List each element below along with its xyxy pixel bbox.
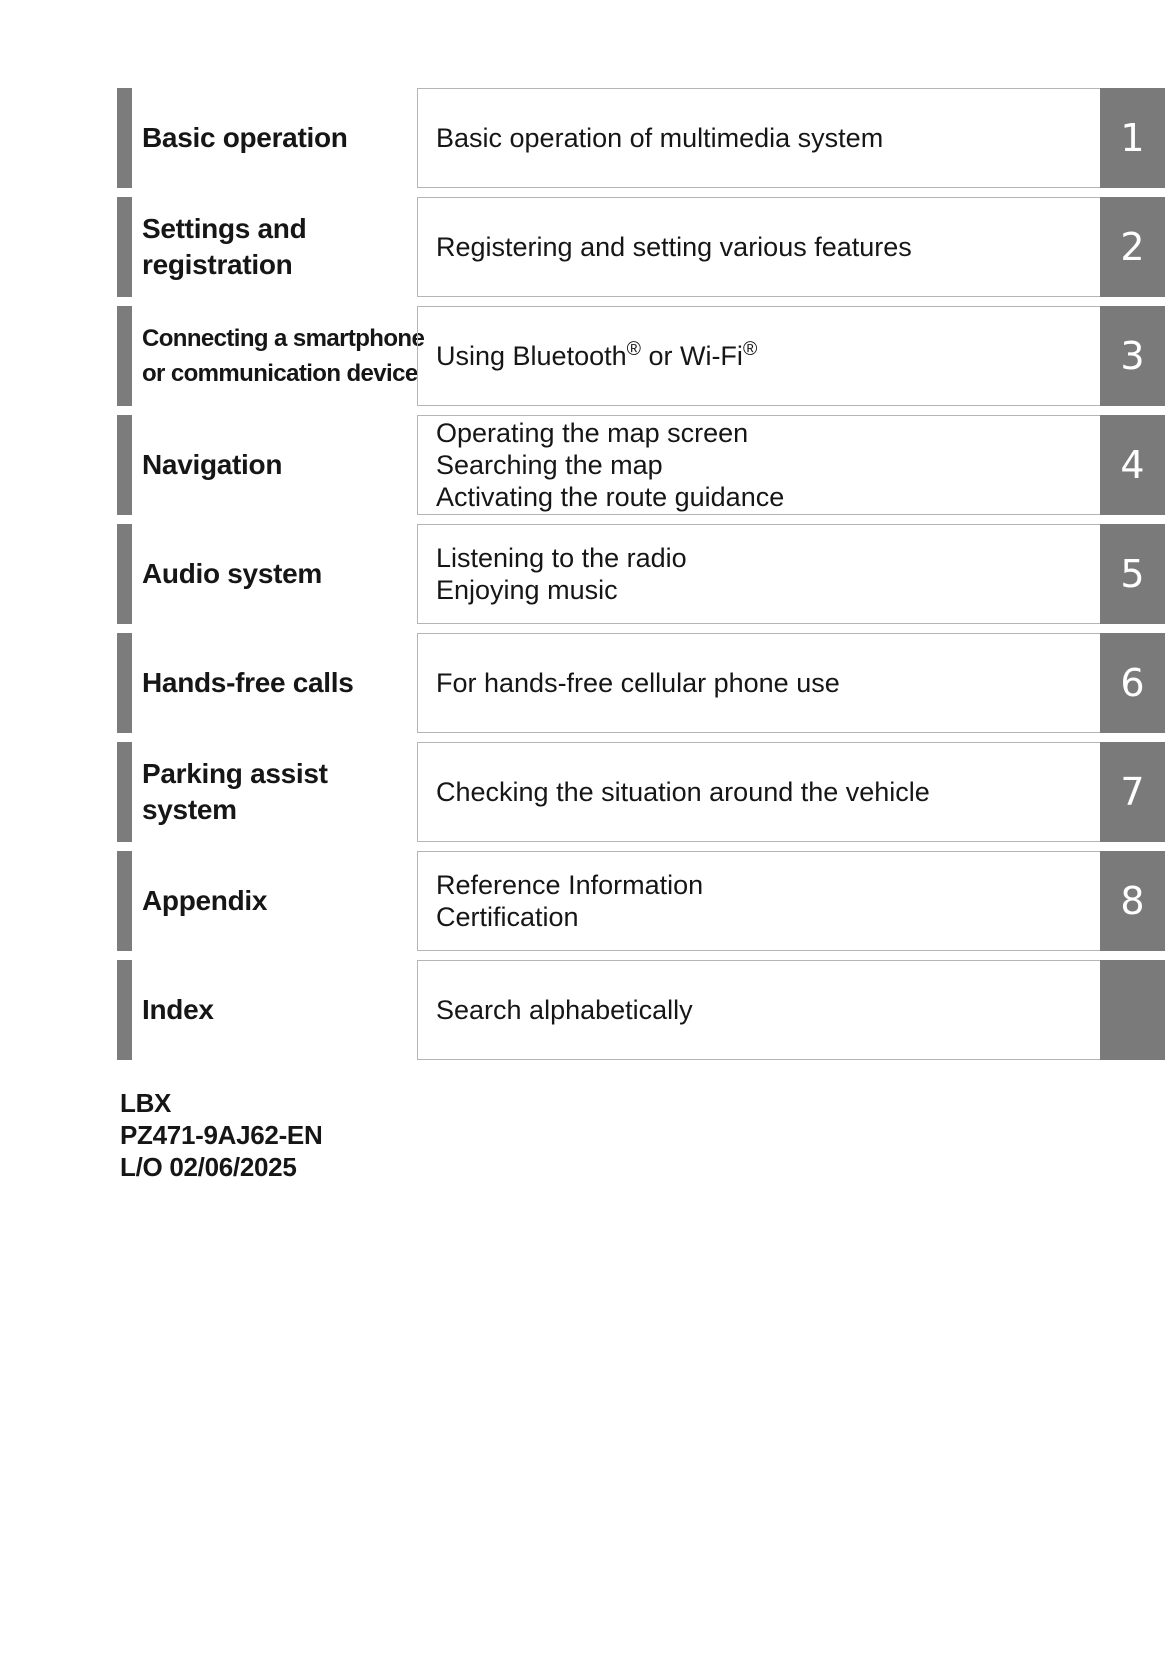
section-description-box xyxy=(417,742,1101,842)
chapter-tab-3: 3 xyxy=(1100,306,1165,406)
section-description-box xyxy=(417,415,1101,515)
section-description-box xyxy=(417,524,1101,624)
registered-trademark-symbol: ® xyxy=(742,338,758,360)
chapter-tab-4: 4 xyxy=(1100,415,1165,515)
section-description-box xyxy=(417,633,1101,733)
page-footer xyxy=(120,1087,322,1183)
section-description-box xyxy=(417,88,1101,188)
chapter-tab-7: 7 xyxy=(1100,742,1165,842)
section-title-line: system xyxy=(142,794,237,825)
section-title-line: registration xyxy=(142,249,293,280)
chapter-tab-6: 6 xyxy=(1100,633,1165,733)
section-title-line: Hands-free calls xyxy=(142,667,354,698)
section-title xyxy=(142,960,414,1060)
description-line: Operating the map screen xyxy=(436,418,749,448)
description-line: Enjoying music xyxy=(436,575,618,605)
toc-row-2 xyxy=(0,197,1165,297)
footer-model: LBX xyxy=(120,1088,172,1118)
section-title xyxy=(142,197,414,297)
chapter-tab-8: 8 xyxy=(1100,851,1165,951)
toc-row-8 xyxy=(0,851,1165,951)
section-title xyxy=(142,633,414,733)
chapter-tab xyxy=(1100,960,1165,1060)
section-title xyxy=(142,415,414,515)
section-bar xyxy=(117,197,132,297)
section-title xyxy=(142,742,414,842)
section-title xyxy=(142,88,414,188)
section-description-box xyxy=(417,851,1101,951)
section-title-line: or communication device xyxy=(142,360,418,387)
description-line: Checking the situation around the vehicle xyxy=(436,777,930,807)
toc-row-6 xyxy=(0,633,1165,733)
toc-row-7 xyxy=(0,742,1165,842)
toc-row-9 xyxy=(0,960,1165,1060)
section-title-line: Index xyxy=(142,994,214,1025)
footer-layout-date: L/O 02/06/2025 xyxy=(120,1152,297,1182)
registered-trademark-symbol: ® xyxy=(626,338,641,360)
table-of-contents xyxy=(0,88,1165,1069)
section-title-line: Appendix xyxy=(142,885,268,916)
section-bar xyxy=(117,633,132,733)
section-bar xyxy=(117,306,132,406)
section-title xyxy=(142,524,414,624)
section-bar xyxy=(117,960,132,1060)
description-line: Searching the map xyxy=(436,450,663,480)
toc-row-3 xyxy=(0,306,1165,406)
footer-part-number: PZ471-9AJ62-EN xyxy=(120,1120,323,1150)
section-description-box xyxy=(417,306,1101,406)
section-title xyxy=(142,306,425,406)
section-title-line: Navigation xyxy=(142,449,283,480)
section-bar xyxy=(117,524,132,624)
chapter-tab-5: 5 xyxy=(1100,524,1165,624)
section-title xyxy=(142,851,414,951)
description-line: Reference Information xyxy=(436,870,704,900)
chapter-tab-1: 1 xyxy=(1100,88,1165,188)
description-line: For hands-free cellular phone use xyxy=(436,668,840,698)
section-description-box xyxy=(417,960,1101,1060)
toc-row-5 xyxy=(0,524,1165,624)
description-line: Basic operation of multimedia system xyxy=(436,123,884,153)
description-line: Registering and setting various features xyxy=(436,232,912,262)
description-line: Activating the route guidance xyxy=(436,482,785,512)
section-description-box xyxy=(417,197,1101,297)
section-title-line: Connecting a smartphone xyxy=(142,325,425,352)
section-bar xyxy=(117,742,132,842)
description-line: Search alphabetically xyxy=(436,995,693,1025)
section-title-line: Audio system xyxy=(142,558,322,589)
description-line: Listening to the radio xyxy=(436,543,687,573)
toc-row-1 xyxy=(0,88,1165,188)
section-title-line: Basic operation xyxy=(142,122,348,153)
description-line: Using Bluetooth® or Wi-Fi® xyxy=(436,338,758,371)
section-title-line: Parking assist xyxy=(142,758,328,789)
chapter-tab-2: 2 xyxy=(1100,197,1165,297)
section-bar xyxy=(117,851,132,951)
toc-row-4 xyxy=(0,415,1165,515)
section-bar xyxy=(117,415,132,515)
section-bar xyxy=(117,88,132,188)
description-line: Certification xyxy=(436,902,579,932)
section-title-line: Settings and xyxy=(142,213,307,244)
